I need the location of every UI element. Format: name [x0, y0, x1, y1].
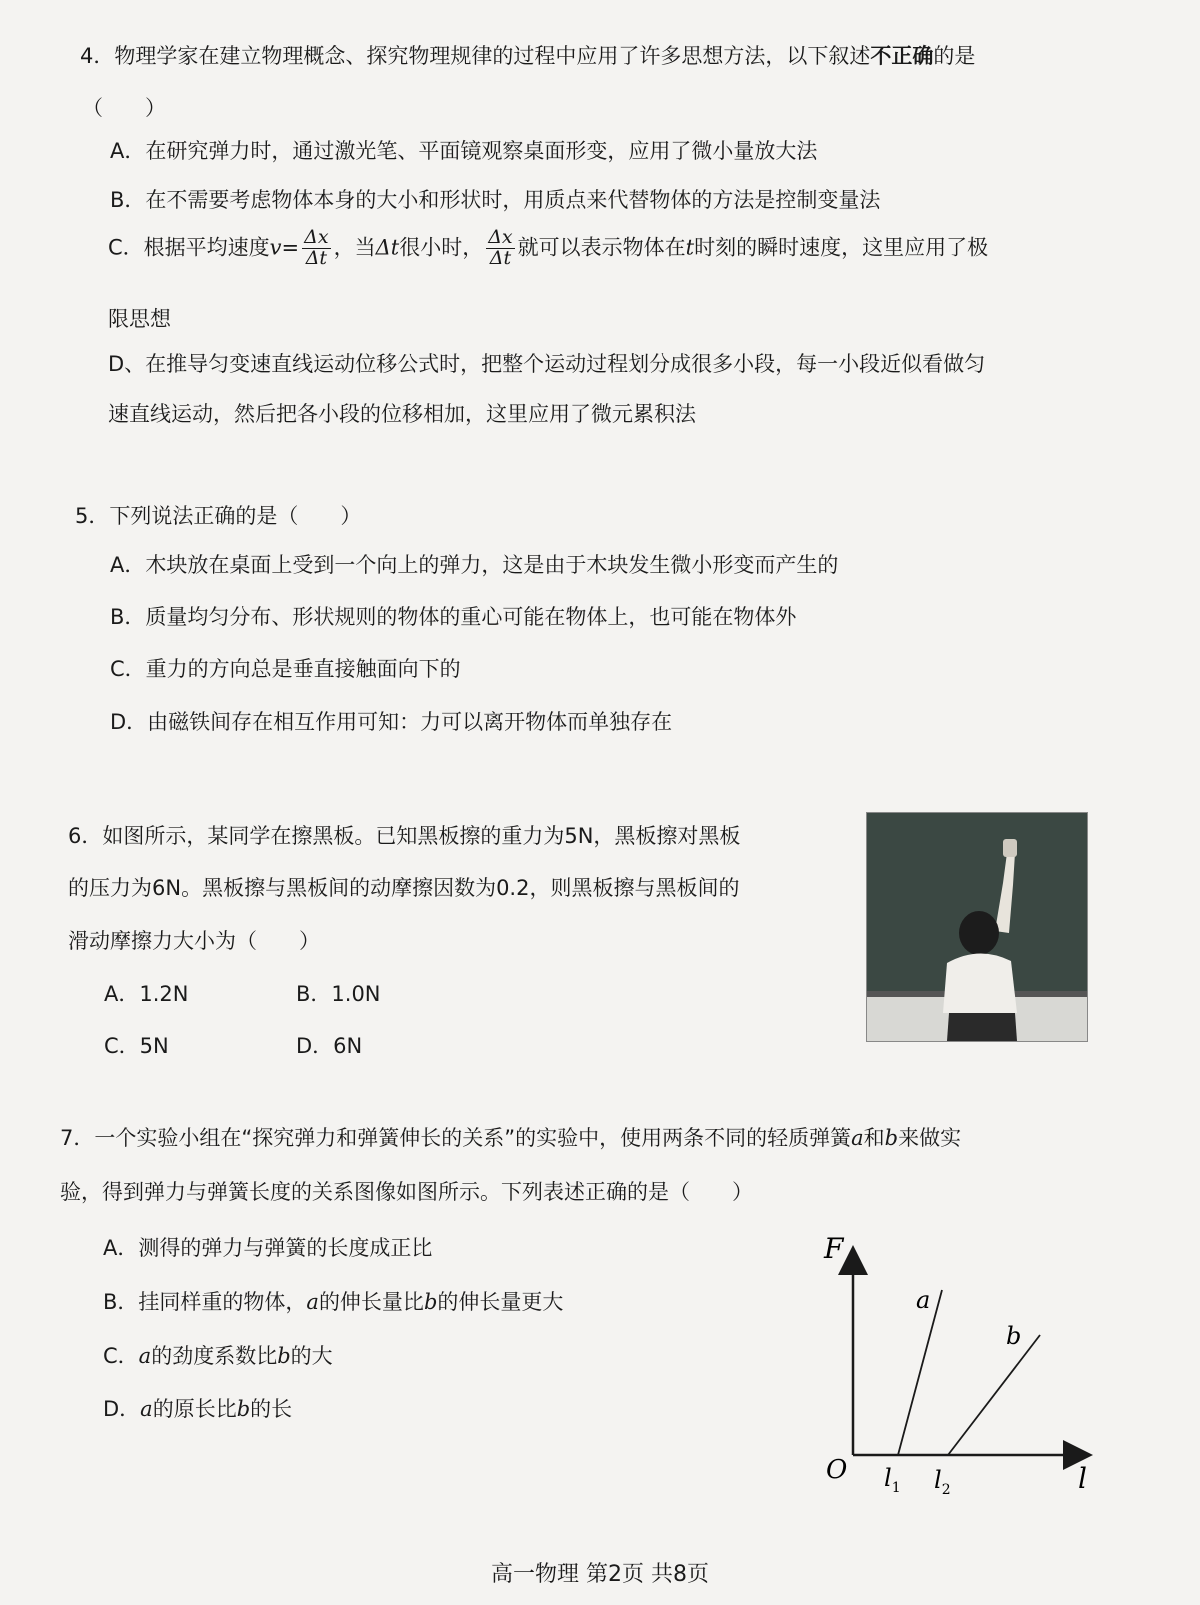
l2-label: $l_2$ [934, 1466, 951, 1498]
q4-c-eq: = [281, 235, 300, 260]
q4-c-v: v [269, 235, 282, 260]
frac-num: Δx [304, 226, 329, 248]
q4-option-b: B．在不需要考虑物体本身的大小和形状时，用质点来代替物体的方法是控制变量法 [110, 188, 881, 212]
q4-c-dt: Δt [375, 235, 400, 260]
line-a-label: a [916, 1286, 931, 1314]
q7-line2: 验，得到弹力与弹簧长度的关系图像如图所示。下列表述正确的是（ ） [60, 1180, 753, 1204]
q4-option-c [108, 228, 988, 269]
q7-line1-and: 和 [863, 1126, 885, 1150]
q4-c-mid2: 很小时， [399, 235, 484, 260]
line-a [898, 1290, 942, 1455]
q7-b-a: a [306, 1290, 319, 1314]
frac-den: Δt [305, 246, 328, 269]
q4-c-pre: C．根据平均速度 [108, 235, 270, 260]
q5-option-a: A．木块放在桌面上受到一个向上的弹力，这是由于木块发生微小形变而产生的 [110, 553, 839, 577]
q4-c-mid1: ，当 [333, 235, 376, 260]
page-footer: 高一物理 第2页 共8页 [491, 1562, 709, 1587]
x-axis-label: l [1078, 1462, 1087, 1495]
q6-line2: 的压力为6N。黑板擦与黑板间的动摩擦因数为0.2，则黑板擦与黑板间的 [68, 876, 740, 900]
q4-fraction-2 [486, 228, 514, 269]
q4-c-t: t [685, 235, 695, 260]
q4-option-d-line2: 速直线运动，然后把各小段的位移相加，这里应用了微元累积法 [108, 402, 696, 426]
q6-line3: 滑动摩擦力大小为（ ） [68, 929, 320, 953]
q7-d-pre: D． [103, 1397, 141, 1421]
q7-option-b [103, 1286, 563, 1316]
q4-c-end: 时刻的瞬时速度，这里应用了极 [694, 235, 989, 260]
q4-option-a: A．在研究弹力时，通过激光笔、平面镜观察桌面形变，应用了微小量放大法 [110, 139, 818, 163]
y-axis-label: F [824, 1232, 844, 1265]
q7-b-end: 的伸长量更大 [437, 1290, 564, 1314]
q4-stem-a: 4．物理学家在建立物理概念、探究物理规律的过程中应用了许多思想方法，以下叙述 [80, 44, 871, 68]
q6-option-a: A．1.2N [104, 982, 189, 1006]
q7-b-b: b [423, 1290, 438, 1314]
q7-spring-b: b [884, 1126, 899, 1150]
q5-option-b: B．质量均匀分布、形状规则的物体的重心可能在物体上，也可能在物体外 [110, 605, 797, 629]
q7-b-pre: B．挂同样重的物体， [103, 1290, 307, 1314]
q6-option-c: C．5N [104, 1034, 169, 1058]
q7-line1-end: 来做实 [898, 1126, 962, 1150]
q7-d-b: b [236, 1397, 251, 1421]
line-b [948, 1335, 1040, 1455]
q5-option-c: C．重力的方向总是垂直接触面向下的 [110, 657, 461, 681]
q6-line1: 6．如图所示，某同学在擦黑板。已知黑板擦的重力为5N，黑板擦对黑板 [68, 824, 741, 848]
q7-option-c [103, 1340, 333, 1370]
q4-c-mid3: 就可以表示物体在 [517, 235, 686, 260]
q7-line1-a: 7．一个实验小组在“探究弹力和弹簧伸长的关系”的实验中，使用两条不同的轻质弹簧 [60, 1126, 852, 1150]
q4-stem-not: 不正确 [870, 44, 934, 68]
q6-option-d: D．6N [296, 1034, 363, 1058]
student-erasing-illustration [867, 813, 1087, 1041]
q4-option-d-line1: D、在推导匀变速直线运动位移公式时，把整个运动过程划分成很多小段，每一小段近似看做匀 [108, 352, 986, 376]
frac-den: Δt [489, 246, 512, 269]
q7-b-mid: 的伸长量比 [318, 1290, 424, 1314]
q5-stem: 5．下列说法正确的是（ ） [75, 504, 362, 528]
q7-c-mid: 的劲度系数比 [151, 1344, 278, 1368]
q7-line1 [60, 1122, 961, 1152]
q7-d-end: 的长 [250, 1397, 293, 1421]
l1-label: $l_1$ [884, 1464, 901, 1496]
q7-spring-a: a [851, 1126, 864, 1150]
q7-option-a: A．测得的弹力与弹簧的长度成正比 [103, 1236, 433, 1260]
blackboard-photo [866, 812, 1088, 1042]
spring-force-graph [824, 1232, 1130, 1510]
q7-d-mid: 的原长比 [152, 1397, 237, 1421]
q5-option-d: D．由磁铁间存在相互作用可知：力可以离开物体而单独存在 [110, 710, 673, 734]
q7-option-d [103, 1393, 292, 1423]
q4-stem [80, 40, 975, 70]
q6-option-b: B．1.0N [296, 982, 381, 1006]
q7-c-a: a [138, 1344, 152, 1368]
q4-fraction-1 [302, 228, 330, 269]
q7-c-pre: C． [103, 1344, 139, 1368]
q4-paren: （ ） [82, 96, 166, 120]
q7-c-b: b [277, 1344, 291, 1368]
q4-stem-b: 的是 [933, 44, 976, 68]
origin-label: O [826, 1455, 848, 1485]
q4-option-c-line2: 限思想 [108, 307, 171, 331]
q7-d-a: a [140, 1397, 153, 1421]
line-b-label: b [1006, 1322, 1022, 1350]
q7-c-end: 的大 [290, 1344, 333, 1368]
frac-num: Δx [488, 226, 513, 248]
